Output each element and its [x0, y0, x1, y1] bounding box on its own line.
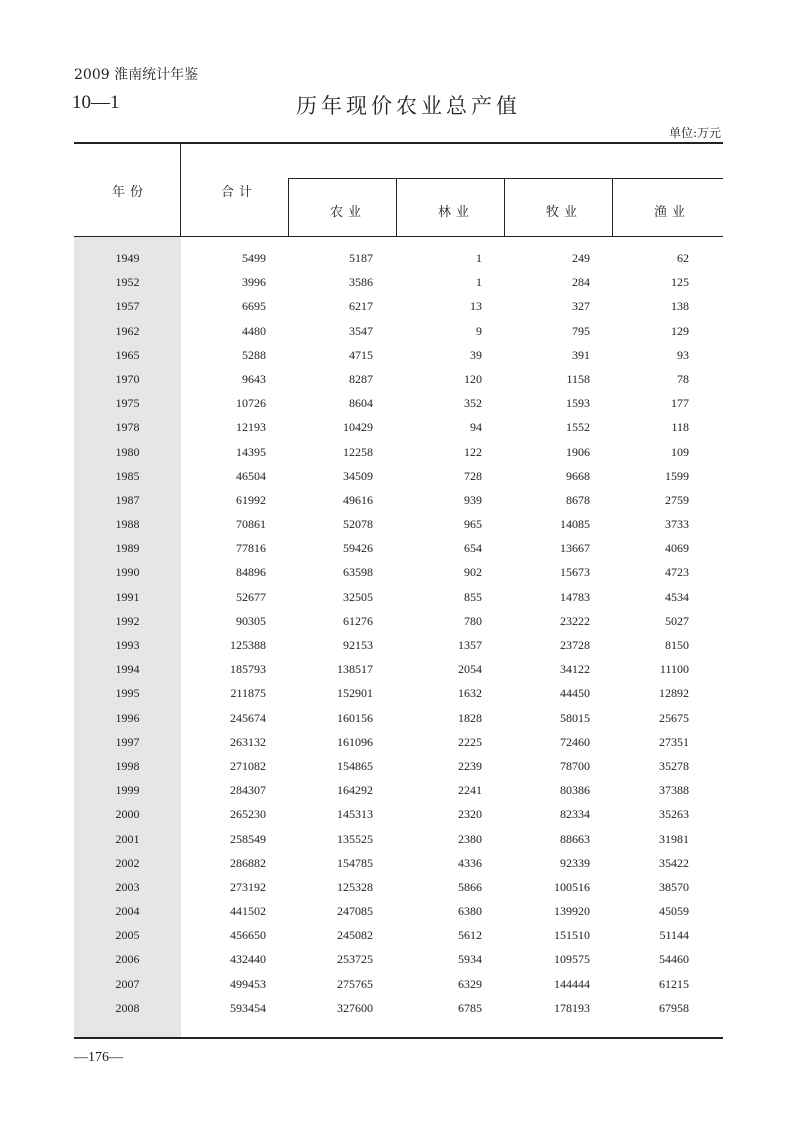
cell-forestry: 4336: [458, 855, 482, 870]
header-divider-animal: [612, 178, 613, 237]
cell-year: 1957: [115, 299, 140, 314]
cell-year: 1962: [115, 323, 140, 338]
cell-year: 1985: [115, 468, 140, 483]
cell-year: 1994: [115, 662, 140, 677]
cell-total: 211875: [230, 686, 266, 701]
cell-agriculture: 164292: [337, 783, 373, 798]
cell-fishery: 4069: [665, 541, 689, 556]
table-row: [74, 272, 723, 296]
table-row: [74, 949, 723, 973]
cell-total: 286882: [230, 855, 266, 870]
cell-forestry: 1632: [458, 686, 482, 701]
cell-agriculture: 125328: [337, 879, 373, 894]
cell-total: 61992: [236, 492, 266, 507]
header-forestry: 林业: [438, 205, 475, 220]
cell-agriculture: 8604: [349, 396, 373, 411]
cell-fishery: 51144: [659, 928, 689, 943]
book-title: 2009 淮南统计年鉴: [74, 67, 199, 83]
cell-total: 185793: [230, 662, 266, 677]
cell-fishery: 78: [677, 371, 689, 386]
cell-year: 1949: [115, 251, 140, 265]
cell-animal: 139920: [554, 904, 590, 919]
cell-forestry: 13: [470, 299, 482, 314]
cell-total: 265230: [230, 807, 266, 822]
cell-agriculture: 135525: [337, 831, 373, 846]
cell-year: 1980: [115, 444, 140, 459]
cell-animal: 151510: [554, 928, 590, 943]
cell-animal: 178193: [554, 1000, 590, 1015]
cell-total: 14395: [236, 444, 266, 459]
cell-agriculture: 32505: [343, 589, 373, 604]
cell-agriculture: 253725: [337, 952, 373, 967]
cell-year: 1990: [115, 565, 140, 580]
cell-forestry: 780: [464, 613, 482, 628]
cell-fishery: 5027: [665, 613, 689, 628]
cell-total: 258549: [230, 831, 266, 846]
cell-forestry: 965: [464, 517, 482, 532]
cell-forestry: 654: [464, 541, 482, 556]
cell-fishery: 45059: [659, 904, 689, 919]
table-row: [74, 708, 723, 732]
cell-agriculture: 154785: [337, 855, 373, 870]
cell-animal: 109575: [554, 952, 590, 967]
cell-total: 284307: [230, 783, 266, 798]
cell-agriculture: 3547: [349, 323, 373, 338]
cell-forestry: 1828: [458, 710, 482, 725]
table-row: [74, 296, 723, 320]
cell-fishery: 109: [671, 444, 689, 459]
cell-animal: 249: [572, 251, 590, 265]
cell-year: 1952: [115, 275, 140, 290]
table-row: [74, 345, 723, 369]
cell-fishery: 138: [671, 299, 689, 314]
cell-fishery: 118: [671, 420, 689, 435]
cell-year: 1992: [115, 613, 140, 628]
cell-agriculture: 6217: [349, 299, 373, 314]
table-row: [74, 562, 723, 586]
cell-year: 2005: [115, 928, 140, 943]
cell-total: 77816: [236, 541, 266, 556]
cell-agriculture: 152901: [337, 686, 373, 701]
table-row: [74, 321, 723, 345]
cell-fishery: 125: [671, 275, 689, 290]
cell-year: 1989: [115, 541, 140, 556]
cell-animal: 327: [572, 299, 590, 314]
cell-total: 263132: [230, 734, 266, 749]
cell-year: 1998: [115, 758, 140, 773]
cell-forestry: 120: [464, 371, 482, 386]
header-year: 年份: [112, 185, 149, 200]
table-row: [74, 780, 723, 804]
cell-forestry: 94: [470, 420, 482, 435]
cell-total: 84896: [236, 565, 266, 580]
cell-forestry: 855: [464, 589, 482, 604]
cell-total: 245674: [230, 710, 266, 725]
cell-forestry: 728: [464, 468, 482, 483]
page-number: —176—: [74, 1050, 123, 1065]
cell-fishery: 177: [671, 396, 689, 411]
cell-animal: 795: [572, 323, 590, 338]
cell-fishery: 93: [677, 347, 689, 362]
header-divider-year: [180, 142, 181, 237]
cell-forestry: 2380: [458, 831, 482, 846]
cell-agriculture: 61276: [343, 613, 373, 628]
cell-forestry: 1: [476, 275, 482, 290]
cell-year: 2004: [115, 904, 140, 919]
cell-fishery: 3733: [665, 517, 689, 532]
cell-agriculture: 12258: [343, 444, 373, 459]
cell-fishery: 2759: [665, 492, 689, 507]
cell-year: 1993: [115, 638, 140, 652]
cell-agriculture: 59426: [343, 541, 373, 556]
cell-year: 2001: [115, 831, 140, 846]
cell-year: 1970: [115, 371, 140, 386]
table-row: [74, 877, 723, 901]
cell-year: 1965: [115, 347, 140, 362]
cell-forestry: 2241: [458, 783, 482, 798]
cell-animal: 13667: [560, 541, 590, 556]
cell-fishery: 54460: [659, 952, 689, 967]
table-row: [74, 538, 723, 562]
cell-agriculture: 8287: [349, 371, 373, 386]
cell-total: 90305: [236, 613, 266, 628]
cell-total: 52677: [236, 589, 266, 604]
cell-agriculture: 49616: [343, 492, 373, 507]
table-row: [74, 998, 723, 1022]
cell-forestry: 5934: [458, 952, 482, 967]
header-agriculture: 农业: [330, 205, 367, 220]
cell-total: 3996: [242, 275, 266, 290]
cell-fishery: 4534: [665, 589, 689, 604]
cell-total: 593454: [230, 1000, 266, 1015]
header-bottom-rule: [74, 236, 723, 237]
unit-label: 单位:万元: [668, 126, 721, 140]
cell-animal: 14085: [560, 517, 590, 532]
cell-animal: 14783: [560, 589, 590, 604]
cell-forestry: 2225: [458, 734, 482, 749]
cell-agriculture: 145313: [337, 807, 373, 822]
table-row: [74, 635, 723, 659]
cell-animal: 1593: [566, 396, 590, 411]
cell-agriculture: 161096: [337, 734, 373, 749]
cell-animal: 9668: [566, 468, 590, 483]
table-body: [74, 248, 723, 1022]
cell-total: 273192: [230, 879, 266, 894]
cell-year: 1991: [115, 589, 140, 604]
cell-fishery: 12892: [659, 686, 689, 701]
cell-forestry: 6380: [458, 904, 482, 919]
cell-fishery: 38570: [659, 879, 689, 894]
cell-total: 499453: [230, 976, 266, 991]
table-row: [74, 683, 723, 707]
cell-fishery: 31981: [659, 831, 689, 846]
cell-forestry: 902: [464, 565, 482, 580]
cell-animal: 44450: [560, 686, 590, 701]
cell-forestry: 352: [464, 396, 482, 411]
header-total: 合计: [221, 185, 258, 200]
cell-animal: 1158: [566, 371, 590, 386]
table-row: [74, 587, 723, 611]
header-divider-forest: [504, 178, 505, 237]
cell-year: 2002: [115, 855, 140, 870]
page-title: 历年现价农业总产值: [296, 94, 521, 118]
table-row: [74, 732, 723, 756]
table-number: 10—1: [72, 92, 120, 113]
table-row: [74, 248, 723, 272]
cell-forestry: 5612: [458, 928, 482, 943]
cell-agriculture: 275765: [337, 976, 373, 991]
cell-animal: 82334: [560, 807, 590, 822]
cell-forestry: 5866: [458, 879, 482, 894]
table-row: [74, 611, 723, 635]
cell-agriculture: 3586: [349, 275, 373, 290]
subheader-rule: [288, 178, 723, 179]
cell-forestry: 2320: [458, 807, 482, 822]
cell-forestry: 1: [476, 251, 482, 265]
cell-year: 1997: [115, 734, 140, 749]
cell-animal: 144444: [554, 976, 590, 991]
cell-agriculture: 52078: [343, 517, 373, 532]
cell-fishery: 1599: [665, 468, 689, 483]
cell-year: 1975: [115, 396, 140, 411]
cell-total: 125388: [230, 638, 266, 652]
cell-total: 6695: [242, 299, 266, 314]
cell-animal: 1906: [566, 444, 590, 459]
cell-total: 271082: [230, 758, 266, 773]
cell-animal: 23222: [560, 613, 590, 628]
cell-animal: 391: [572, 347, 590, 362]
cell-fishery: 11100: [659, 662, 689, 677]
table-row: [74, 974, 723, 998]
cell-year: 2007: [115, 976, 140, 991]
cell-forestry: 6329: [458, 976, 482, 991]
cell-forestry: 6785: [458, 1000, 482, 1015]
cell-year: 2003: [115, 879, 140, 894]
cell-total: 432440: [230, 952, 266, 967]
cell-agriculture: 247085: [337, 904, 373, 919]
cell-forestry: 2239: [458, 758, 482, 773]
table-row: [74, 490, 723, 514]
cell-fishery: 37388: [659, 783, 689, 798]
header-animal: 牧业: [546, 205, 583, 220]
cell-fishery: 61215: [659, 976, 689, 991]
cell-agriculture: 4715: [349, 347, 373, 362]
cell-total: 12193: [236, 420, 266, 435]
cell-agriculture: 63598: [343, 565, 373, 580]
cell-animal: 100516: [554, 879, 590, 894]
table-bottom-rule: [74, 1037, 723, 1039]
table-row: [74, 804, 723, 828]
cell-fishery: 67958: [659, 1000, 689, 1015]
cell-agriculture: 245082: [337, 928, 373, 943]
cell-agriculture: 160156: [337, 710, 373, 725]
cell-animal: 78700: [560, 758, 590, 773]
cell-total: 456650: [230, 928, 266, 943]
cell-total: 441502: [230, 904, 266, 919]
table-row: [74, 901, 723, 925]
cell-forestry: 2054: [458, 662, 482, 677]
cell-total: 4480: [242, 323, 266, 338]
cell-fishery: 35278: [659, 758, 689, 773]
cell-animal: 58015: [560, 710, 590, 725]
cell-year: 1999: [115, 783, 140, 798]
cell-agriculture: 138517: [337, 662, 373, 677]
cell-agriculture: 154865: [337, 758, 373, 773]
cell-total: 70861: [236, 517, 266, 532]
header-fishery: 渔业: [654, 205, 691, 220]
header-divider-total: [288, 178, 289, 237]
cell-total: 5288: [242, 347, 266, 362]
cell-year: 1995: [115, 686, 140, 701]
header-divider-agri: [396, 178, 397, 237]
table-row: [74, 514, 723, 538]
cell-fishery: 4723: [665, 565, 689, 580]
table-row: [74, 853, 723, 877]
cell-fishery: 35263: [659, 807, 689, 822]
cell-year: 2006: [115, 952, 140, 967]
cell-forestry: 39: [470, 347, 482, 362]
cell-total: 10726: [236, 396, 266, 411]
table-row: [74, 829, 723, 853]
table-row: [74, 925, 723, 949]
cell-forestry: 1357: [458, 638, 482, 652]
cell-year: 1988: [115, 517, 140, 532]
table-row: [74, 417, 723, 441]
cell-animal: 15673: [560, 565, 590, 580]
cell-forestry: 122: [464, 444, 482, 459]
cell-agriculture: 327600: [337, 1000, 373, 1015]
cell-animal: 92339: [560, 855, 590, 870]
cell-animal: 88663: [560, 831, 590, 846]
cell-animal: 1552: [566, 420, 590, 435]
cell-agriculture: 92153: [343, 638, 373, 652]
cell-agriculture: 10429: [343, 420, 373, 435]
cell-year: 1987: [115, 492, 140, 507]
cell-year: 1996: [115, 710, 140, 725]
table-row: [74, 393, 723, 417]
cell-animal: 34122: [560, 662, 590, 677]
cell-year: 2000: [115, 807, 140, 822]
cell-forestry: 939: [464, 492, 482, 507]
table-row: [74, 756, 723, 780]
table-row: [74, 466, 723, 490]
table-row: [74, 659, 723, 683]
cell-animal: 80386: [560, 783, 590, 798]
cell-year: 2008: [115, 1000, 140, 1015]
cell-total: 46504: [236, 468, 266, 483]
cell-total: 9643: [242, 371, 266, 386]
cell-agriculture: 5187: [349, 251, 373, 265]
cell-animal: 8678: [566, 492, 590, 507]
cell-fishery: 25675: [659, 710, 689, 725]
cell-total: 5499: [242, 251, 266, 265]
cell-forestry: 9: [476, 323, 482, 338]
table-top-rule: [74, 142, 723, 144]
cell-fishery: 27351: [659, 734, 689, 749]
cell-fishery: 35422: [659, 855, 689, 870]
cell-animal: 72460: [560, 734, 590, 749]
table-row: [74, 369, 723, 393]
cell-animal: 284: [572, 275, 590, 290]
cell-animal: 23728: [560, 638, 590, 652]
table-row: [74, 442, 723, 466]
cell-fishery: 62: [677, 251, 689, 265]
cell-fishery: 129: [671, 323, 689, 338]
cell-fishery: 8150: [665, 638, 689, 652]
cell-year: 1978: [115, 420, 140, 435]
cell-agriculture: 34509: [343, 468, 373, 483]
